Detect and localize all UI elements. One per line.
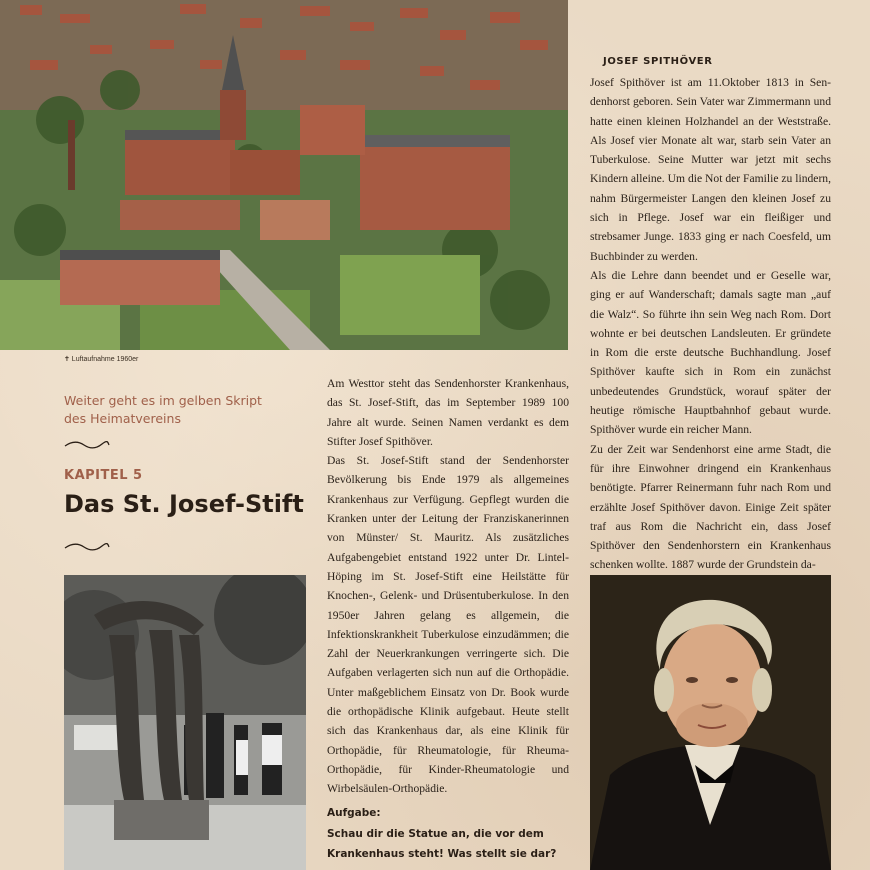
chapter-label: KAPITEL 5 [64,468,143,483]
portrait-josef-spithoever [590,575,831,870]
paragraph: Zu der Zeit war Sendenhorst eine arme Stadt, die für ihre Einwohner dringend ein Krankenhaus benötigte. Pfarrer Reinermann fuhr nach Rom und erzählte Josef Spithöver davon. Einige Zeit später traf aus Rom die Nachricht ein, dass Josef Spithöver den Sendenhorstern ein Krankenhaus schenken wollte. 1887 wurde der Grundstein da- [590,442,831,572]
page-title: Das St. Josef-Stift [64,490,304,518]
section-heading: JOSEF SPITHÖVER [603,56,713,67]
paragraph: Josef Spithöver ist am 11.Oktober 1813 in Sendenhorst geboren. Sein Vater war Zimmermann und hatte einen kleinen Holzhandel an der Weststraße. Als Josef vier Monate alt war, starb sein Vater an Tuberkulose. Seine Mutter war jetzt mit sechs Kindern alleine. Um die Not der Familie zu lindern, nahm Bürgermeister Langen den kleinen Josef zu sich in Pflege. Josef war ein fleißiger und strebsamer Junge. 1833 ging er nach Coesfeld, um Buchbinder zu werden. [590,76,831,263]
photo-caption: ✝ Luftaufnahme 1960er [64,356,139,363]
task-text: Schau dir die Statue an, die vor dem Krankenhaus steht! Was stellt sie dar? [327,828,557,860]
paragraph: Das St. Josef-Stift stand der Sendenhorster Bevölkerung bis Ende 1979 als allgemeines Krankenhaus zur Verfügung. Gepflegt wurden die Kranken unter der Leitung der Franziskanerinnen von Münster/ St. Mauritz. Als zusätzliches Aufgabengebiet entstand 1922 unter Dr. Lintel-Höping im St. Josef-Stift eine Heilstätte für Knochen-, Gelenk- und Drüsentuberkulose. In den 1950er Jahren gelang es allgemein, die Infektionskrankheit Tuberkulose einzudämmen; die Zahl der Neuerkrankungen verringerte sich. Die Aufgaben verlagerten sich nun auf die Orthopädie. Unter maßgeblichem Einsatz von Dr. Book wurde die orthopädische Klinik aufgebaut. Heute stellt sich das Krankenhaus dar, als eine Klinik für Orthopädie, für Rheumatologie, für Rheuma-Orthopädie, für Kinder-Rheumatologie und Wirbelsäulen-Orthopädie. [327,454,569,796]
paragraph: Als die Lehre dann beendet und er Geselle war, ging er auf Wanderschaft; damals sagte man „auf die Walz“. So führte ihn sein Weg nach Rom. Dort wohnte er bei deutschen Landsleuten. Er gründete in Rom die erste deutsche Buchhandlung. Josef Spithöver kaufte sich in Rom ein zunächst unbedeutendes Grundstück, worauf später der heutige römische Hauptbahnhof gebaut wurde. Spithöver wurde ein reicher Mann. [590,268,831,437]
script-hint-line-1: Weiter geht es im gelben Skript [64,393,262,408]
swirl-divider-icon [64,542,110,552]
swirl-divider-icon [64,440,110,450]
aerial-photo [0,0,568,350]
task-heading: Aufgabe: [327,807,381,819]
script-hint [64,392,304,428]
script-hint-line-2: des Heimatvereins [64,411,181,426]
article-middle-column [327,374,569,799]
statue-photo [64,575,306,870]
article-right-column [590,73,831,575]
paragraph: Am Westtor steht das Sendenhorster Krankenhaus, das St. Josef-Stift, das im September 1989 100 Jahre alt wurde. Seinen Namen verdankt es dem Stifter Josef Spithöver. [327,377,569,448]
